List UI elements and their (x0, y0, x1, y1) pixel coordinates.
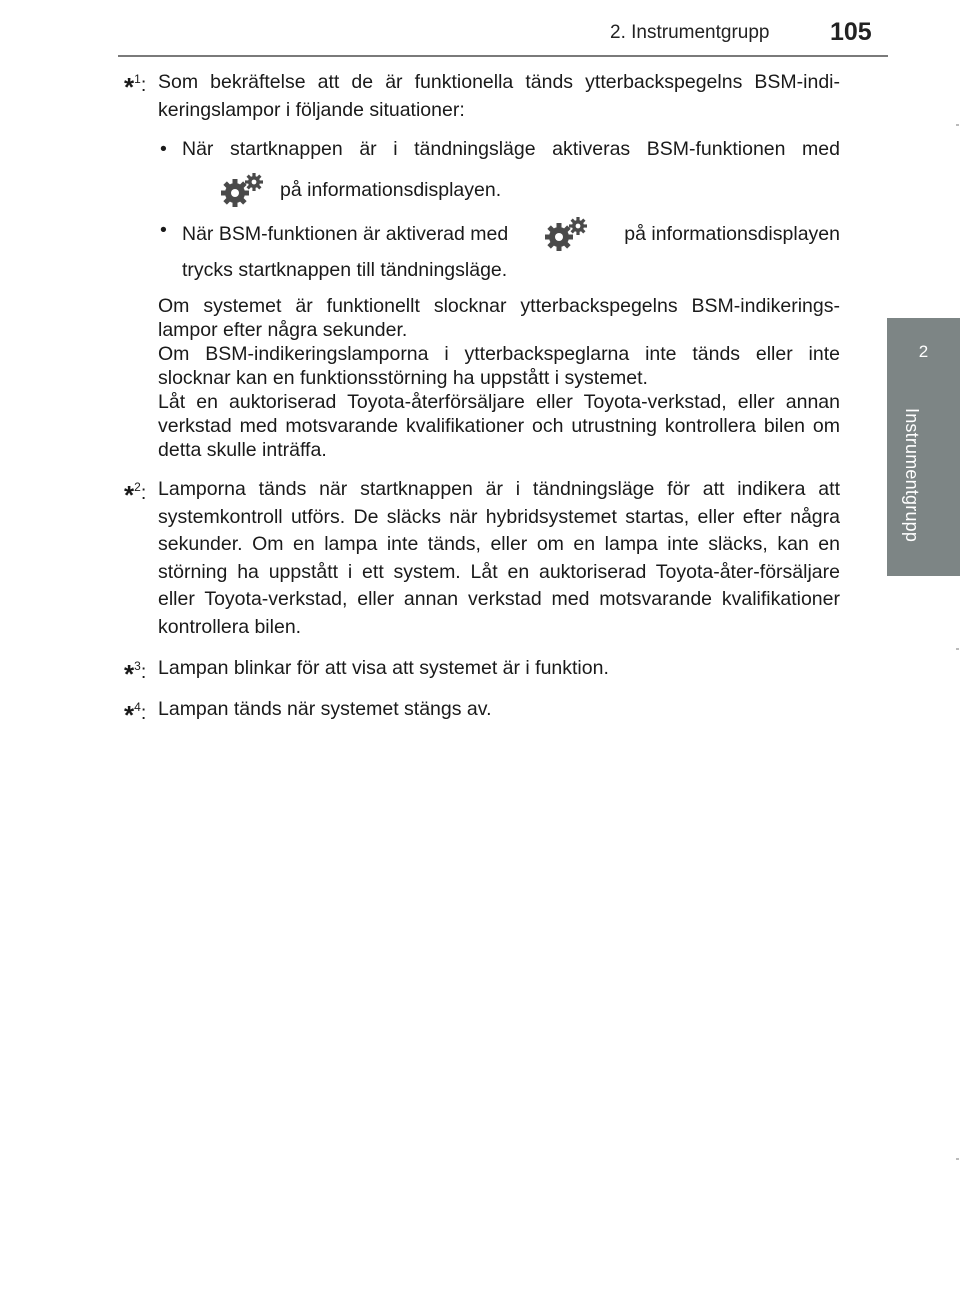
chapter-tab[interactable] (887, 318, 960, 576)
footnote-text: Lampan blinkar för att visa att systemet är i funktion. (158, 657, 609, 679)
footnote-3 (118, 655, 840, 689)
bullet-list (158, 134, 840, 286)
bullet-text: När BSM-funktionen är aktiverad med (182, 222, 509, 245)
bullet-text-after-icon: på informationsdisplayen (624, 222, 840, 245)
bullet-continuation: trycks startknappen till tändningsläge. (182, 259, 508, 281)
footnote-text: Lamporna tänds när startknappen är i tändningsläge för att indikera att systemkontroll utförs. De släcks när hybridsystemet startas, eller efter några sekunder. Om en lampa inte tänds, eller om en lampa inte släcks, kan en störning ha uppstått i ett system. Låt en auktoriserad Toyota-åter-försäljare eller Toyota-verkstad, eller annan verkstad med motsvarande kvalifikationer kontrollera bilen. (158, 478, 840, 638)
page-number: 105 (830, 18, 872, 46)
note-paragraph: Låt en auktoriserad Toyota-återförsäljare eller Toyota-verkstad, eller annan verkstad med motsvarande kvalifikationer och utrustning kontrollera bilen om detta skulle inträffa. (158, 391, 840, 461)
list-item (158, 134, 840, 209)
chapter-label: Instrumentgrupp (902, 408, 922, 543)
footnote-marker: *$^3$: (124, 659, 147, 689)
gear-icon (218, 171, 266, 209)
bullet-text: När startknappen är i tändningsläge aktiveras BSM-funktionen med (182, 138, 840, 160)
footnote-4 (118, 696, 840, 730)
footnote-lead: Som bekräftelse att de är funktionella tänds ytterbackspegelns BSM-indi-keringslampor i följande situationer: (158, 71, 840, 121)
footnote-text: Lampan tänds när systemet stängs av. (158, 698, 492, 720)
list-item (158, 215, 840, 286)
edge-mark (956, 1158, 959, 1160)
header-divider (118, 55, 888, 57)
footnote-marker: *$^2$: (124, 480, 147, 510)
footnote-marker: *$^1$: (124, 72, 147, 102)
bullet-dot: • (160, 138, 167, 160)
footnote-2 (118, 476, 840, 641)
section-title: 2. Instrumentgrupp (610, 22, 770, 43)
footnote-notes (158, 294, 840, 462)
chapter-number: 2 (918, 342, 929, 361)
page-content (118, 68, 840, 737)
footnote-marker: *$^4$: (124, 700, 147, 730)
bullet-dot: • (160, 219, 167, 241)
gear-icon (542, 215, 590, 253)
bullet-text-after-icon: på informationsdisplayen. (280, 178, 502, 201)
footnote-1 (118, 68, 840, 462)
edge-mark (956, 648, 959, 650)
edge-mark (956, 124, 959, 126)
note-paragraph: Om BSM-indikeringslamporna i ytterbackspeglarna inte tänds eller inte slocknar kan en funktionsstörning ha uppstått i systemet. (158, 343, 840, 389)
note-paragraph: Om systemet är funktionellt slocknar ytterbackspegelns BSM-indikerings-lampor efter några sekunder. (158, 295, 840, 341)
